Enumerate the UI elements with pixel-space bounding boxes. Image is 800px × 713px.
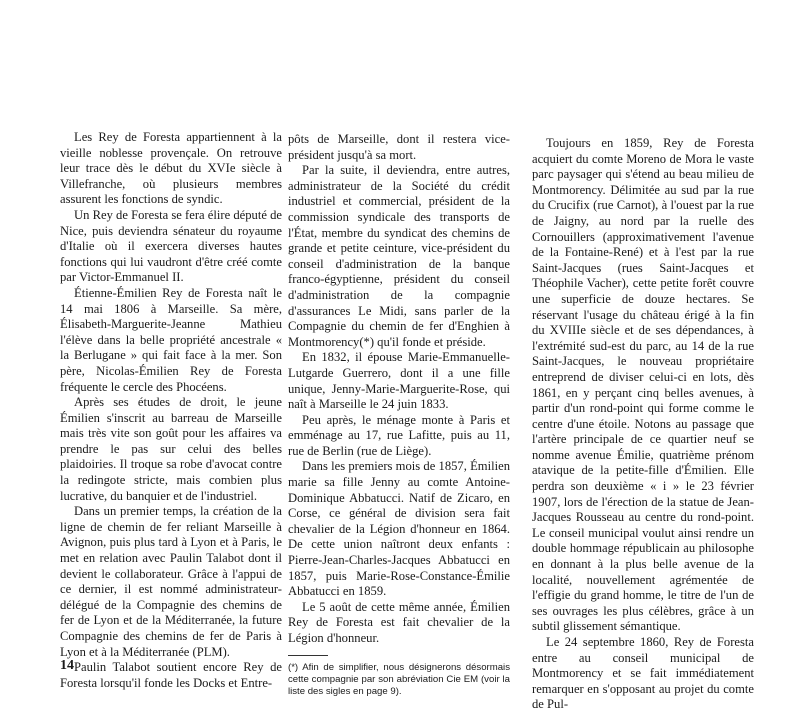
text-column-2 <box>288 132 510 698</box>
paragraph: Toujours en 1859, Rey de Foresta acquiert du comte Moreno de Mora le vaste parc paysager qui s'étend au beau milieu de Montmorency. Délimitée au sud par la rue du Crucifix (rue Carnot), à l'ouest par la rue de Jaigny, au nord par la ruelle des Cornouillers (approximativement l'avenue de la Fontaine-René) et à l'est par la rue Saint-Jacques (rues Saint-Jacques et Théophile Vacher), cette petite forêt couvre une superficie de douze hectares. Se réservant l'usage du château érigé à la fin du XVIIIe siècle et de ses dépendances, à l'extrémité sud-est du parc, au 14 de la rue Saint-Jacques, le nouveau propriétaire entreprend de diviser celui-ci en lots, dès 1861, en y perçant cinq belles avenues, à partir d'un rond-point qui forme comme le centre d'une étoile. Notons au passage que l'artère principale de ce quartier neuf se nomme avenue Émilie, quatrième prénom atavique de la petite-fille d'Émilien. Elle perdra son deuxième « i » le 23 février 1907, lors de l'érection de la statue de Jean-Jacques Rousseau au centre du rond-point. Le conseil municipal voulut ainsi rendre un double hommage républicain au philosophe en donnant à la plus belle avenue de la localité, nouvellement agrémentée de l'effigie du grand homme, le titre de l'un de ses ouvrages les plus célèbres, grâce à un subtil glissement sémantique. <box>532 136 754 634</box>
page-number: 14 <box>60 658 74 673</box>
paragraph: Paulin Talabot soutient encore Rey de Foresta lorsqu'il fonde les Docks et Entre- <box>60 660 282 690</box>
paragraph: Les Rey de Foresta appartiennent à la vieille noblesse provençale. On retrouve leur trace dès le début du XVIe siècle à Villefranche, où plusieurs membres assurent les fonctions de syndic. <box>60 130 282 207</box>
paragraph: Par la suite, il deviendra, entre autres, administrateur de la Société du crédit industriel et commercial, président de la commission syndicale des transports de l'État, membre du syndicat des chemins de grande et petite ceinture, vice-président du conseil d'administration de la banque franco-égyptienne, président du conseil d'administration de la compagnie d'assurances Le Midi, sans parler de la Compagnie du chemin de fer d'Enghien à Montmorency(*) qu'il fonde et préside. <box>288 163 510 349</box>
footnote-divider <box>288 655 328 656</box>
footnote: (*) Afin de simplifier, nous désignerons désormais cette compagnie par son abréviation Cie EM (voir la liste des sigles en page 9). <box>288 661 510 697</box>
paragraph: Dans un premier temps, la création de la ligne de chemin de fer reliant Marseille à Avignon, puis plus tard à Lyon et à Paris, le met en relation avec Paulin Talabot dont il devient le collaborateur. Grâce à l'appui de ce dernier, il est nommé administrateur-délégué de la Compagnie des chemins de fer de Lyon et de la Méditerranée, la future Compagnie des chemins de fer de Paris à Lyon et à la Méditerranée (PLM). <box>60 504 282 659</box>
paragraph: En 1832, il épouse Marie-Emmanuelle-Lutgarde Guerrero, dont il a une fille unique, Jenny-Marie-Marguerite-Rose, qui naît à Marseille le 24 juin 1833. <box>288 350 510 412</box>
text-column-3 <box>532 136 754 713</box>
paragraph: Peu après, le ménage monte à Paris et emménage au 17, rue Lafitte, puis au 11, rue de Berlin (rue de Liège). <box>288 412 510 458</box>
paragraph: Dans les premiers mois de 1857, Émilien marie sa fille Jenny au comte Antoine-Dominique Abbatucci. Natif de Zicaro, en Corse, ce général de division sera fait chevalier de la Légion d'honneur en 1864. De cette union naîtront deux enfants : Pierre-Jean-Charles-Jacques Abbatucci en 1857, puis Marie-Rose-Constance-Émilie Abbatucci en 1859. <box>288 459 510 599</box>
paragraph: pôts de Marseille, dont il restera vice-président jusqu'à sa mort. <box>288 132 510 162</box>
paragraph: Étienne-Émilien Rey de Foresta naît le 14 mai 1806 à Marseille. Sa mère, Élisabeth-Marguerite-Jeanne Mathieu l'élève dans la belle propriété ancestrale « la Berlugane » qui fait face à la mer. Son père, Nicolas-Émilien Rey de Foresta fréquente le cercle des Phocéens. <box>60 285 282 394</box>
paragraph: Après ses études de droit, le jeune Émilien s'inscrit au barreau de Marseille mais très vite son goût pour les affaires va prendre le pas sur celui des belles plaidoiries. Il troque sa robe d'avocat contre la redingote stricte, mais combien plus lucrative, du banquier et de l'industriel. <box>60 395 282 503</box>
paragraph: Le 24 septembre 1860, Rey de Foresta entre au conseil municipal de Montmorency et se fait immédiatement remarquer en s'opposant au projet du comte de Pul- <box>532 635 754 712</box>
text-column-1 <box>60 130 282 691</box>
paragraph: Le 5 août de cette même année, Émilien Rey de Foresta est fait chevalier de la Légion d'honneur. <box>288 599 510 645</box>
paragraph: Un Rey de Foresta se fera élire député de Nice, puis deviendra sénateur du royaume d'Italie où il exercera diverses hautes fonctions qui lui vaudront d'être créé comte par Victor-Emmanuel II. <box>60 207 282 285</box>
